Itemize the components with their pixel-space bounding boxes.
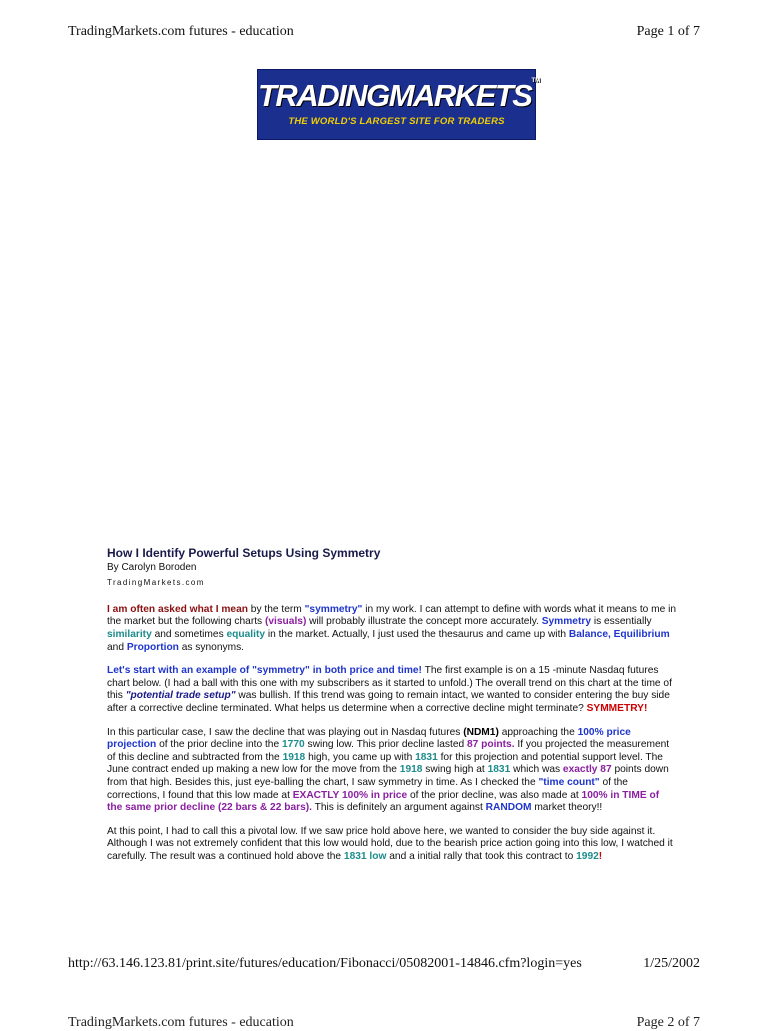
article-body xyxy=(107,547,677,874)
paragraph-2: Let's start with an example of "symmetry" in both price and time! The first example is on a 15 -minute Nasdaq futures chart below. (I had a ball with this one with my subscribers as it started to unfold.) The overall trend on this chart at the time of this "potential trade setup" was bullish. If this trend was going to remain intact, we wanted to consider entering the buy side after a corrective decline terminated. What helps us determine when a corrective decline might terminate? SYMMETRY! xyxy=(107,665,672,714)
next-page-number: Page 2 of 7 xyxy=(636,1015,700,1030)
paragraph-1: I am often asked what I mean by the term "symmetry" in my work. I can attempt to define with words what it means to me in the market but the following charts (visuals) will probably illustrate the concept more accurately. Symmetry is essentially similarity and sometimes equality in the market. Actually, I just used the thesaurus and came up with Balance, Equilibrium and Proportion as synonyms. xyxy=(107,603,677,653)
tradingmarkets-logo xyxy=(257,69,541,140)
print-date: 1/25/2002 xyxy=(643,956,700,971)
article-source: TradingMarkets.com xyxy=(107,578,205,588)
page-header-title: TradingMarkets.com futures - education xyxy=(68,24,294,39)
page-url[interactable]: http://63.146.123.81/print.site/futures/education/Fibonacci/05082001-14846.cfm?login=yes xyxy=(68,956,582,971)
logo-wordmark: TRADINGMARKETS™ xyxy=(258,78,541,113)
article-byline: By Carolyn Boroden xyxy=(107,561,197,573)
paragraph-3: In this particular case, I saw the decline that was playing out in Nasdaq futures (NDM1) approaching the 100% price projection of the prior decline into the 1770 swing low. This prior decline lasted 87 points. If you projected the measurement of this decline and subtracted from the 1918 high, you came up with 1831 for this projection and potential support level. The June contract ended up making a new low for the move from the 1918 swing high at 1831 which was exactly 87 points down from that high. Besides this, just eye-balling the chart, I saw symmetry in time. As I checked the "time count" of the corrections, I found that this low made at EXACTLY 100% in price of the prior decline, was also made at 100% in TIME of the same prior decline (22 bars & 22 bars). This is definitely an argument against RANDOM market theory!! xyxy=(107,726,670,814)
logo-tagline: THE WORLD'S LARGEST SITE FOR TRADERS xyxy=(288,116,505,127)
paragraph-4: At this point, I had to call this a pivotal low. If we saw price hold above here, we wanted to consider the buy side against it. Although I was not extremely confident that this low would hold, due to the bearish price action going into this low, I watched it carefully. The result was a continued hold above the 1831 low and a initial rally that took this contract to 1992! xyxy=(107,825,673,862)
article-title: How I Identify Powerful Setups Using Symmetry xyxy=(107,546,381,560)
next-page-header-title: TradingMarkets.com futures - education xyxy=(68,1015,294,1030)
page-number: Page 1 of 7 xyxy=(636,24,700,39)
